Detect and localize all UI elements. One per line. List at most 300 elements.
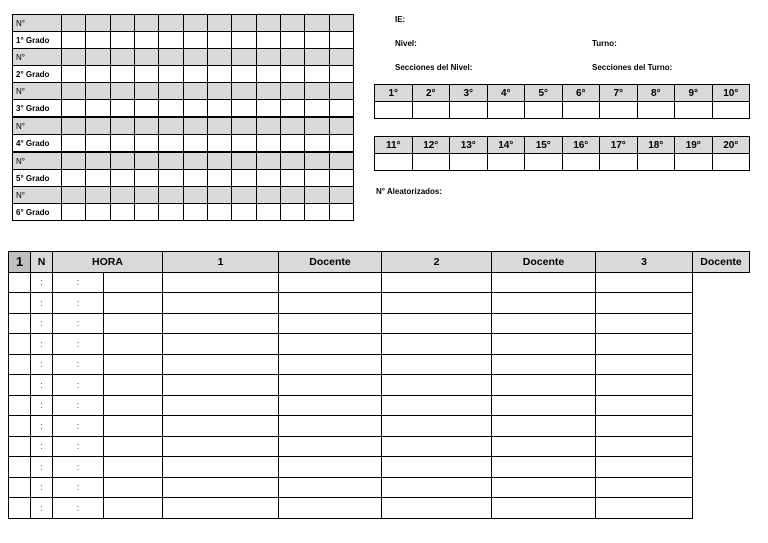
grade-cell[interactable] (62, 135, 86, 153)
section-entry-cell[interactable] (487, 102, 525, 119)
course-3-cell[interactable] (492, 272, 596, 293)
hora-start-cell[interactable]: : (31, 334, 53, 355)
n-cell[interactable] (9, 313, 31, 334)
grade-cell[interactable] (110, 32, 134, 49)
grade-cell[interactable] (134, 66, 158, 83)
number-cell[interactable] (305, 152, 329, 170)
docente-2-cell[interactable] (382, 334, 492, 355)
grade-cell[interactable] (62, 100, 86, 118)
number-cell[interactable] (207, 49, 231, 66)
hora-start-cell[interactable]: : (31, 354, 53, 375)
number-cell[interactable] (62, 15, 86, 32)
docente-2-cell[interactable] (382, 395, 492, 416)
hora-end-cell[interactable]: : (53, 375, 104, 396)
schedule-row (9, 436, 750, 457)
course-2-cell[interactable] (279, 272, 382, 293)
docente-1-cell[interactable] (163, 395, 279, 416)
section-header-cell: 15° (525, 137, 563, 154)
number-cell[interactable] (62, 83, 86, 100)
grade-cell[interactable] (305, 170, 329, 187)
grade-cell[interactable] (329, 135, 353, 153)
grade-number-row (13, 15, 354, 32)
grade-cell[interactable] (305, 32, 329, 49)
hora-start-cell[interactable]: : (31, 457, 53, 478)
hora-start-cell[interactable]: : (31, 395, 53, 416)
schedule-table (8, 251, 750, 519)
schedule-row (9, 272, 750, 293)
grade-cell[interactable] (256, 204, 280, 221)
secciones-turno-label: Secciones del Turno: (592, 63, 673, 72)
section-entry-cell[interactable] (712, 102, 750, 119)
course-1-cell[interactable] (104, 416, 163, 437)
grade-cell[interactable] (207, 100, 231, 118)
docente-1-cell[interactable] (163, 477, 279, 498)
number-cell[interactable] (110, 49, 134, 66)
n-cell[interactable] (9, 334, 31, 355)
grade-cell[interactable] (305, 135, 329, 153)
number-cell[interactable] (329, 49, 353, 66)
sections-table-1 (374, 84, 750, 119)
grade-cell[interactable] (159, 135, 183, 153)
grade-cell[interactable] (86, 100, 110, 118)
course-2-cell[interactable] (279, 375, 382, 396)
course-2-cell[interactable] (279, 334, 382, 355)
docente-3-cell[interactable] (596, 436, 693, 457)
grade-cell[interactable] (110, 204, 134, 221)
grade-cell[interactable] (159, 66, 183, 83)
number-cell[interactable] (110, 15, 134, 32)
grade-cell[interactable] (207, 66, 231, 83)
number-cell[interactable] (183, 83, 207, 100)
number-cell[interactable] (280, 187, 304, 204)
n-cell[interactable] (9, 272, 31, 293)
schedule-row (9, 416, 750, 437)
number-cell[interactable] (232, 187, 256, 204)
hora-end-cell[interactable]: : (53, 436, 104, 457)
number-cell[interactable] (280, 15, 304, 32)
grade-cell[interactable] (159, 32, 183, 49)
schedule-row (9, 395, 750, 416)
docente-2-cell[interactable] (382, 477, 492, 498)
course-1-cell[interactable] (104, 457, 163, 478)
hora-start-cell[interactable]: : (31, 498, 53, 519)
number-cell[interactable] (183, 187, 207, 204)
docente-3-cell[interactable] (596, 272, 693, 293)
grade-cell[interactable] (232, 100, 256, 118)
number-cell[interactable] (159, 187, 183, 204)
grade-cell[interactable] (134, 135, 158, 153)
section-header-cell: 4° (487, 85, 525, 102)
grade-cell[interactable] (134, 170, 158, 187)
grade-cell[interactable] (183, 66, 207, 83)
grade-cell[interactable] (183, 170, 207, 187)
section-entry-cell[interactable] (525, 154, 563, 171)
grade-cell[interactable] (232, 66, 256, 83)
course-1-cell[interactable] (104, 436, 163, 457)
hora-start-cell[interactable]: : (31, 313, 53, 334)
section-header-cell: 3° (450, 85, 488, 102)
number-cell[interactable] (256, 187, 280, 204)
number-cell[interactable] (207, 187, 231, 204)
grade-number-row (13, 152, 354, 170)
n-cell[interactable] (9, 375, 31, 396)
grade-cell[interactable] (232, 32, 256, 49)
grade-number-row (13, 187, 354, 204)
aleatorizados-label: N° Aleatorizados: (376, 187, 443, 196)
n-cell[interactable] (9, 457, 31, 478)
hora-end-cell[interactable]: : (53, 293, 104, 314)
docente-3-cell[interactable] (596, 375, 693, 396)
number-cell[interactable] (280, 117, 304, 135)
course-1-cell[interactable] (104, 334, 163, 355)
grade-cell[interactable] (256, 170, 280, 187)
number-cell[interactable] (232, 83, 256, 100)
grade-cell[interactable] (280, 135, 304, 153)
docente-3-cell[interactable] (596, 416, 693, 437)
number-cell[interactable] (159, 15, 183, 32)
number-cell[interactable] (256, 15, 280, 32)
grade-cell[interactable] (207, 204, 231, 221)
number-cell[interactable] (232, 117, 256, 135)
grade-row (13, 204, 354, 221)
course-1-cell[interactable] (104, 293, 163, 314)
grade-cell[interactable] (256, 100, 280, 118)
grade-cell[interactable] (134, 100, 158, 118)
grade-cell[interactable] (110, 135, 134, 153)
grade-cell[interactable] (329, 66, 353, 83)
course-1-cell[interactable] (104, 477, 163, 498)
course-3-cell[interactable] (492, 416, 596, 437)
number-cell[interactable] (183, 15, 207, 32)
docente-3-cell[interactable] (596, 354, 693, 375)
number-cell[interactable] (110, 187, 134, 204)
grade-cell[interactable] (183, 100, 207, 118)
docente-2-cell[interactable] (382, 436, 492, 457)
grade-cell[interactable] (86, 170, 110, 187)
grade-cell[interactable] (86, 204, 110, 221)
number-cell[interactable] (256, 83, 280, 100)
number-cell[interactable] (86, 83, 110, 100)
grade-cell[interactable] (62, 66, 86, 83)
number-cell[interactable] (62, 152, 86, 170)
grade-cell[interactable] (329, 32, 353, 49)
number-cell[interactable] (183, 49, 207, 66)
number-cell[interactable] (329, 152, 353, 170)
number-cell[interactable] (329, 187, 353, 204)
grade-cell[interactable] (232, 170, 256, 187)
course-3-cell[interactable] (492, 313, 596, 334)
number-cell[interactable] (232, 15, 256, 32)
n-cell[interactable] (9, 395, 31, 416)
grade-cell[interactable] (280, 32, 304, 49)
number-cell[interactable] (86, 15, 110, 32)
schedule-header-row (9, 252, 750, 273)
number-cell[interactable] (305, 15, 329, 32)
n-cell[interactable] (9, 416, 31, 437)
course-2-cell[interactable] (279, 498, 382, 519)
grade-cell[interactable] (62, 32, 86, 49)
section-entry-cell[interactable] (562, 154, 600, 171)
grade-cell[interactable] (159, 170, 183, 187)
number-cell[interactable] (256, 152, 280, 170)
grade-cell[interactable] (329, 204, 353, 221)
grade-cell[interactable] (280, 204, 304, 221)
n-cell[interactable] (9, 498, 31, 519)
hora-end-cell[interactable]: : (53, 313, 104, 334)
hora-start-cell[interactable]: : (31, 436, 53, 457)
number-cell[interactable] (207, 117, 231, 135)
grade-cell[interactable] (183, 32, 207, 49)
grade-cell[interactable] (86, 32, 110, 49)
number-cell[interactable] (232, 152, 256, 170)
docente-3-cell[interactable] (596, 395, 693, 416)
section-entry-cell[interactable] (562, 102, 600, 119)
section-entry-cell[interactable] (375, 154, 413, 171)
grade-cell[interactable] (110, 66, 134, 83)
number-cell[interactable] (134, 152, 158, 170)
section-entry-cell[interactable] (412, 154, 450, 171)
grade-cell[interactable] (110, 100, 134, 118)
grade-cell[interactable] (159, 100, 183, 118)
docente-3-cell[interactable] (596, 457, 693, 478)
docente-1-cell[interactable] (163, 416, 279, 437)
grade-cell[interactable] (256, 135, 280, 153)
schedule-block-cell (9, 252, 31, 273)
hora-end-cell[interactable]: : (53, 272, 104, 293)
hora-end-cell[interactable]: : (53, 354, 104, 375)
number-cell[interactable] (159, 83, 183, 100)
number-cell[interactable] (110, 152, 134, 170)
number-cell[interactable] (159, 117, 183, 135)
number-cell[interactable] (207, 83, 231, 100)
course-2-cell[interactable] (279, 354, 382, 375)
course-1-cell[interactable] (104, 498, 163, 519)
course-1-cell[interactable] (104, 354, 163, 375)
docente-1-cell[interactable] (163, 272, 279, 293)
docente-1-cell[interactable] (163, 436, 279, 457)
grade-cell[interactable] (280, 170, 304, 187)
hora-end-cell[interactable]: : (53, 334, 104, 355)
docente-2-cell[interactable] (382, 498, 492, 519)
docente-1-cell[interactable] (163, 498, 279, 519)
number-cell[interactable] (110, 117, 134, 135)
number-cell[interactable] (62, 49, 86, 66)
course-1-cell[interactable] (104, 395, 163, 416)
docente-1-cell[interactable] (163, 334, 279, 355)
docente-2-cell[interactable] (382, 375, 492, 396)
course-1-cell[interactable] (104, 313, 163, 334)
section-entry-cell[interactable] (637, 102, 675, 119)
grade-cell[interactable] (86, 66, 110, 83)
docente-2-cell[interactable] (382, 313, 492, 334)
number-cell[interactable] (329, 15, 353, 32)
course-3-cell[interactable] (492, 457, 596, 478)
course-1-cell[interactable] (104, 375, 163, 396)
section-entry-cell[interactable] (600, 154, 638, 171)
grade-cell[interactable] (329, 170, 353, 187)
number-cell[interactable] (183, 152, 207, 170)
number-cell[interactable] (232, 49, 256, 66)
docente-1-cell[interactable] (163, 354, 279, 375)
hora-start-cell[interactable]: : (31, 477, 53, 498)
section-header-cell: 8° (637, 85, 675, 102)
hora-end-cell[interactable]: : (53, 477, 104, 498)
number-cell[interactable] (86, 187, 110, 204)
grade-cell[interactable] (86, 135, 110, 153)
course-1-cell[interactable] (104, 272, 163, 293)
number-cell[interactable] (134, 15, 158, 32)
number-cell[interactable] (305, 187, 329, 204)
grade-cell[interactable] (207, 170, 231, 187)
number-cell[interactable] (86, 49, 110, 66)
number-cell[interactable] (280, 83, 304, 100)
grade-cell[interactable] (183, 135, 207, 153)
hora-start-cell[interactable]: : (31, 293, 53, 314)
grade-cell[interactable] (183, 204, 207, 221)
docente-2-cell[interactable] (382, 457, 492, 478)
hora-end-cell[interactable]: : (53, 498, 104, 519)
grade-cell[interactable] (134, 204, 158, 221)
number-cell[interactable] (329, 83, 353, 100)
docente-1-cell[interactable] (163, 313, 279, 334)
docente-1-cell[interactable] (163, 457, 279, 478)
grade-cell[interactable] (62, 204, 86, 221)
course-2-cell[interactable] (279, 416, 382, 437)
grade-cell[interactable] (305, 66, 329, 83)
n-cell[interactable] (9, 436, 31, 457)
section-entry-cell[interactable] (637, 154, 675, 171)
course-3-cell[interactable] (492, 354, 596, 375)
number-cell[interactable] (280, 49, 304, 66)
hora-end-cell[interactable]: : (53, 416, 104, 437)
course-2-cell[interactable] (279, 293, 382, 314)
hora-start-cell[interactable]: : (31, 416, 53, 437)
docente-3-cell[interactable] (596, 293, 693, 314)
course-2-cell[interactable] (279, 477, 382, 498)
number-cell[interactable] (207, 152, 231, 170)
section-entry-cell[interactable] (450, 154, 488, 171)
number-cell[interactable] (305, 49, 329, 66)
grade-cell[interactable] (305, 204, 329, 221)
grade-cell[interactable] (232, 204, 256, 221)
number-cell[interactable] (280, 152, 304, 170)
section-entry-cell[interactable] (712, 154, 750, 171)
number-cell[interactable] (256, 49, 280, 66)
number-cell[interactable] (134, 187, 158, 204)
section-entry-cell[interactable] (675, 154, 713, 171)
number-cell[interactable] (159, 49, 183, 66)
grade-cell[interactable] (280, 66, 304, 83)
number-label: N° (13, 187, 62, 204)
number-cell[interactable] (134, 49, 158, 66)
course-3-cell[interactable] (492, 395, 596, 416)
number-cell[interactable] (134, 117, 158, 135)
number-cell[interactable] (183, 117, 207, 135)
grade-cell[interactable] (159, 204, 183, 221)
number-cell[interactable] (134, 83, 158, 100)
grade-row (13, 100, 354, 118)
hora-start-cell[interactable]: : (31, 272, 53, 293)
grade-cell[interactable] (280, 100, 304, 118)
docente-3-cell[interactable] (596, 477, 693, 498)
number-cell[interactable] (305, 117, 329, 135)
course-3-cell[interactable] (492, 498, 596, 519)
schedule-row (9, 457, 750, 478)
number-cell[interactable] (62, 187, 86, 204)
docente-3-cell[interactable] (596, 334, 693, 355)
number-cell[interactable] (110, 83, 134, 100)
docente-2-cell[interactable] (382, 416, 492, 437)
course-2-cell[interactable] (279, 457, 382, 478)
course-3-cell[interactable] (492, 477, 596, 498)
course-3-cell[interactable] (492, 334, 596, 355)
docente-2-cell[interactable] (382, 293, 492, 314)
grade-cell[interactable] (62, 170, 86, 187)
grade-cell[interactable] (110, 170, 134, 187)
hora-end-cell[interactable]: : (53, 457, 104, 478)
grade-cell[interactable] (207, 32, 231, 49)
number-cell[interactable] (159, 152, 183, 170)
grade-cell[interactable] (207, 135, 231, 153)
grade-cell[interactable] (134, 32, 158, 49)
section-entry-cell[interactable] (525, 102, 563, 119)
n-cell[interactable] (9, 293, 31, 314)
hora-start-cell[interactable]: : (31, 375, 53, 396)
number-cell[interactable] (86, 152, 110, 170)
course-3-cell[interactable] (492, 293, 596, 314)
grade-cell[interactable] (256, 66, 280, 83)
schedule-row (9, 334, 750, 355)
docente-1-cell[interactable] (163, 375, 279, 396)
docente-3-cell[interactable] (596, 498, 693, 519)
number-cell[interactable] (207, 15, 231, 32)
docente-2-cell[interactable] (382, 354, 492, 375)
section-entry-cell[interactable] (487, 154, 525, 171)
section-entry-cell[interactable] (412, 102, 450, 119)
grade-cell[interactable] (329, 100, 353, 118)
sections-header-row (375, 137, 750, 154)
number-cell[interactable] (62, 117, 86, 135)
section-entry-cell[interactable] (675, 102, 713, 119)
section-header-cell: 18° (637, 137, 675, 154)
section-entry-cell[interactable] (600, 102, 638, 119)
section-entry-cell[interactable] (375, 102, 413, 119)
course-3-cell[interactable] (492, 436, 596, 457)
hora-end-cell[interactable]: : (53, 395, 104, 416)
schedule-row (9, 354, 750, 375)
docente-3-cell[interactable] (596, 313, 693, 334)
section-header-cell: 11° (375, 137, 413, 154)
grade-cell[interactable] (305, 100, 329, 118)
grade-label: 6° Grado (13, 204, 62, 221)
course-2-cell[interactable] (279, 313, 382, 334)
number-cell[interactable] (305, 83, 329, 100)
grade-cell[interactable] (256, 32, 280, 49)
section-entry-cell[interactable] (450, 102, 488, 119)
n-cell[interactable] (9, 477, 31, 498)
number-cell[interactable] (256, 117, 280, 135)
number-cell[interactable] (329, 117, 353, 135)
sections-entry-row (375, 154, 750, 171)
course-2-cell[interactable] (279, 436, 382, 457)
course-3-cell[interactable] (492, 375, 596, 396)
docente-1-cell[interactable] (163, 293, 279, 314)
course-2-cell[interactable] (279, 395, 382, 416)
number-cell[interactable] (86, 117, 110, 135)
docente-2-cell[interactable] (382, 272, 492, 293)
n-cell[interactable] (9, 354, 31, 375)
grade-cell[interactable] (232, 135, 256, 153)
